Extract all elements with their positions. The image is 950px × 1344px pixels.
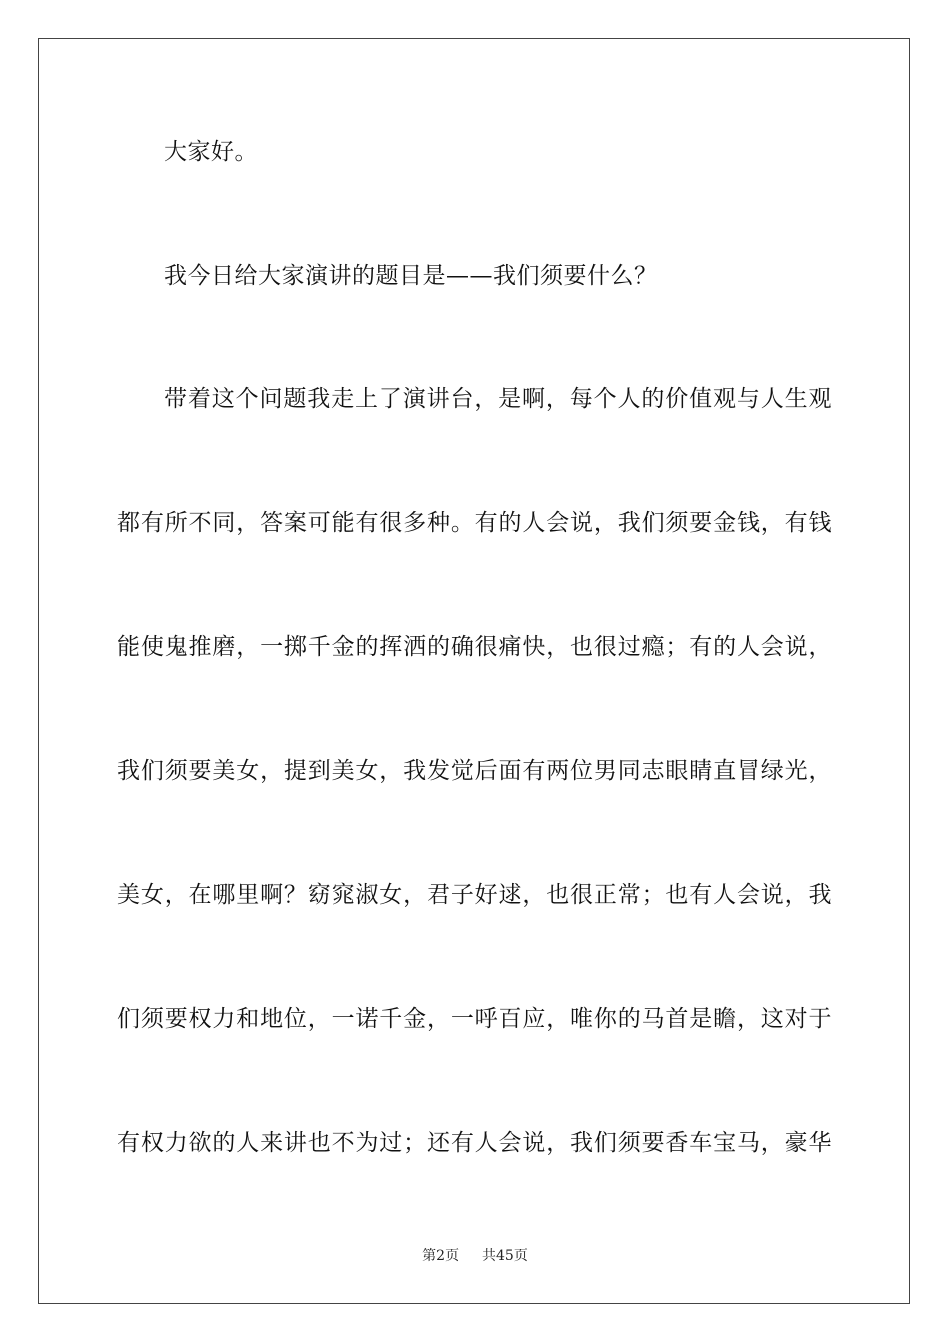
text-line-5: 能使鬼推磨，一掷千金的挥洒的确很痛快，也很过瘾；有的人会说，	[117, 634, 832, 660]
text-line-greeting: 大家好。	[164, 139, 258, 165]
page-border	[38, 38, 910, 1304]
text-line-topic: 我今日给大家演讲的题目是——我们须要什么？	[164, 263, 658, 289]
page-number: 第2页	[422, 1248, 460, 1264]
page-total: 共45页	[482, 1248, 528, 1264]
page-footer	[0, 1247, 950, 1265]
text-line-6: 我们须要美女，提到美女，我发觉后面有两位男同志眼睛直冒绿光，	[117, 758, 832, 784]
text-line-9: 有权力欲的人来讲也不为过；还有人会说，我们须要香车宝马，豪华	[117, 1130, 832, 1156]
text-line-7: 美女，在哪里啊？窈窕淑女，君子好逑，也很正常；也有人会说，我	[117, 882, 832, 908]
text-line-8: 们须要权力和地位，一诺千金，一呼百应，唯你的马首是瞻，这对于	[117, 1006, 832, 1032]
text-line-4: 都有所不同，答案可能有很多种。有的人会说，我们须要金钱，有钱	[117, 510, 832, 536]
text-line-3: 带着这个问题我走上了演讲台，是啊，每个人的价值观与人生观	[164, 386, 832, 412]
